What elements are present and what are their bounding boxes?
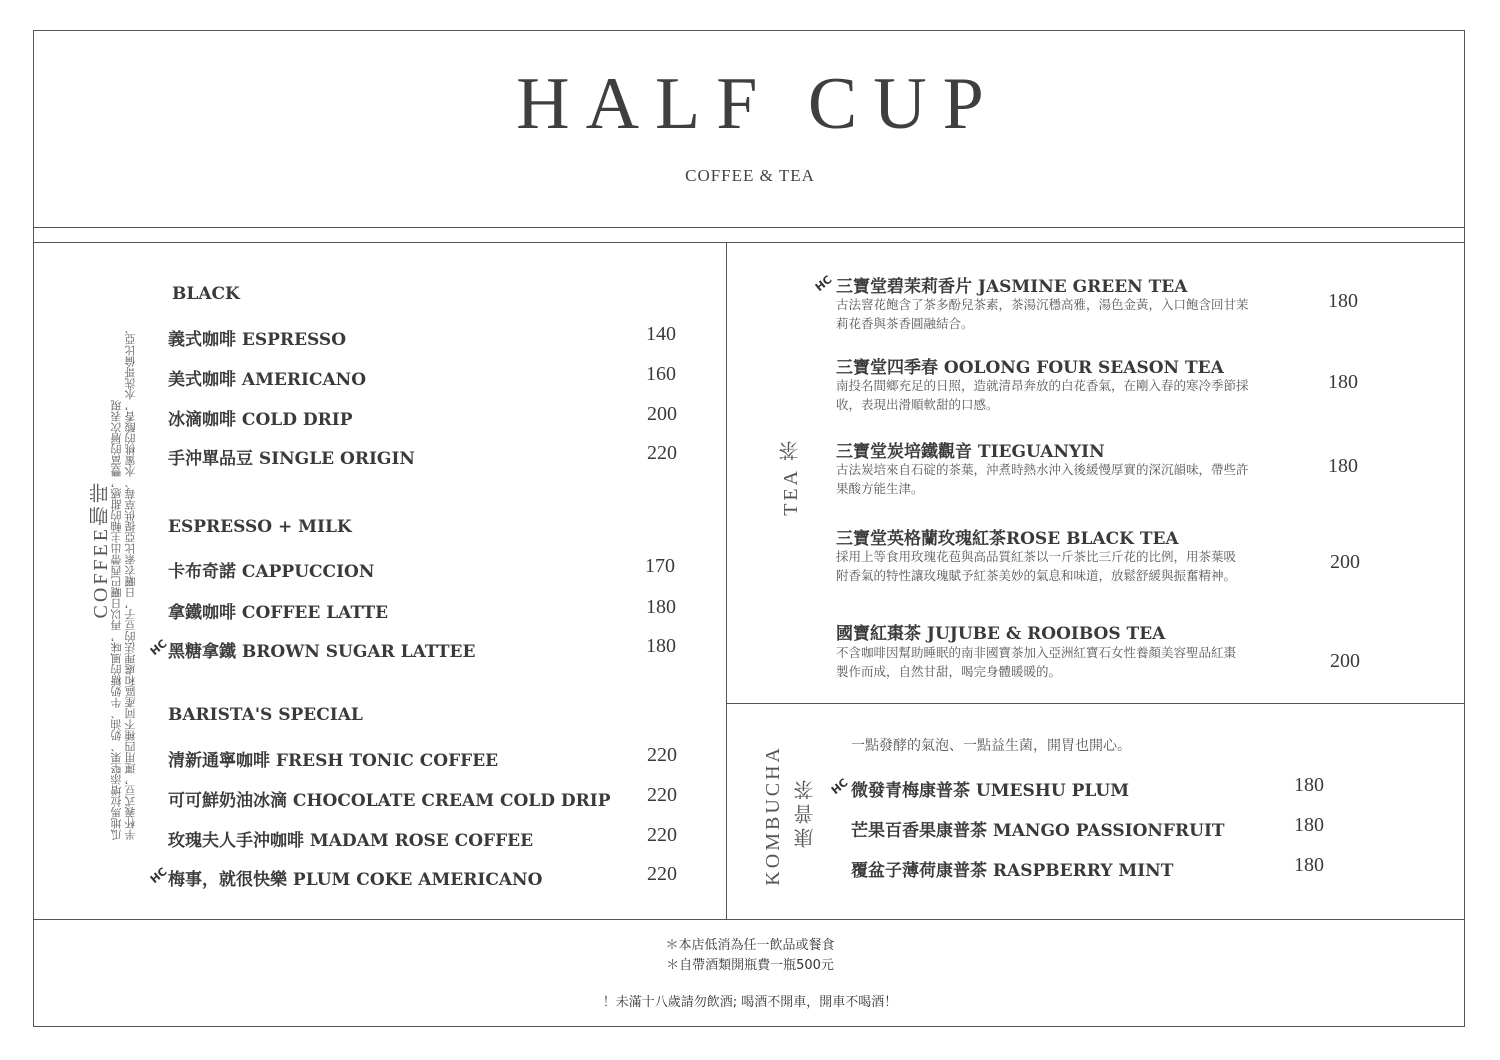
tea-item-name: 三寶堂四季春 OOLONG FOUR SEASON TEA <box>836 358 1224 378</box>
tea-item-desc <box>836 295 1306 333</box>
hc-badge-icon: HC <box>147 864 170 887</box>
menu-price: 220 <box>647 863 677 885</box>
menu-price: 180 <box>1294 814 1324 836</box>
menu-item: 冰滴咖啡 COLD DRIP <box>168 410 353 430</box>
menu-price: 180 <box>1294 774 1324 796</box>
footer-note-corkage: ＊自帶酒類開瓶費一瓶500元 <box>666 958 834 973</box>
tea-desc-line: 製作而成，自然甘甜，喝完身體暖暖的。 <box>836 664 1062 679</box>
tea-desc-line: 不含咖啡因幫助睡眠的南非國寶茶加入亞洲紅寶石女性養顏美容聖品紅棗 <box>836 645 1237 660</box>
menu-item: 手沖單品豆 SINGLE ORIGIN <box>168 449 415 469</box>
tea-item-name: 國寶紅棗茶 JUJUBE & ROOIBOS TEA <box>836 624 1166 644</box>
footer-note-minimum: ＊本店低消為任一飲品或餐食 <box>665 938 835 953</box>
menu-price: 220 <box>647 744 677 766</box>
hc-badge-icon: HC <box>812 272 835 295</box>
menu-item: 梅事，就很快樂 PLUM COKE AMERICANO <box>168 870 543 890</box>
tea-desc-line: 附香氣的特性讓玫瑰賦予紅茶美妙的氣息和味道，放鬆舒緩與振奮精神。 <box>836 568 1237 583</box>
menu-price: 180 <box>1328 371 1358 393</box>
coffee-description-line2: 瓜地馬拉增添堅果、奶油、牛奶糖的風味，再以日曬巴西帶出主軸的甜感，豐富的層次表現 <box>110 400 123 840</box>
menu-price: 220 <box>647 442 677 464</box>
category-black: BLACK <box>172 284 240 304</box>
column-divider <box>726 242 727 919</box>
header-divider-bottom <box>33 242 1465 243</box>
tea-desc-line: 古法炭培來自石碇的茶葉，沖煮時熱水沖入後緩慢厚實的深沉韻味，帶些許 <box>836 462 1249 477</box>
menu-item: 芒果百香果康普茶 MANGO PASSIONFRUIT <box>851 821 1225 841</box>
tea-section-label: TEA 茶 <box>780 438 802 516</box>
menu-item: 覆盆子薄荷康普茶 RASPBERRY MINT <box>851 861 1174 881</box>
footer-divider <box>33 919 1465 920</box>
menu-price: 200 <box>1330 650 1360 672</box>
category-barista-special: BARISTA'S SPECIAL <box>168 705 363 725</box>
tea-item-name: 三寶堂英格蘭玫瑰紅茶ROSE BLACK TEA <box>836 529 1179 549</box>
kombucha-intro: 一點發酵的氣泡、一點益生菌，開胃也開心。 <box>851 738 1131 754</box>
menu-item: 黑糖拿鐵 BROWN SUGAR LATTEE <box>168 642 476 662</box>
category-espresso-milk: ESPRESSO + MILK <box>168 517 352 537</box>
tea-desc-line: 莉花香與茶香圓融結合。 <box>836 316 974 331</box>
tea-desc-line: 古法窨花飽含了茶多酚兒茶素，茶湯沉穩高雅，湯色金黃，入口飽含回甘茉 <box>836 297 1249 312</box>
menu-item: 玫瑰夫人手沖咖啡 MADAM ROSE COFFEE <box>168 831 534 851</box>
tea-item-name: 三寶堂炭培鐵觀音 TIEGUANYIN <box>836 442 1105 462</box>
menu-price: 200 <box>1330 551 1360 573</box>
menu-item: 義式咖啡 ESPRESSO <box>168 330 347 350</box>
menu-price: 180 <box>646 635 676 657</box>
menu-item: 拿鐵咖啡 COFFEE LATTE <box>168 603 389 623</box>
coffee-section-label: COFFEE咖啡 <box>90 480 112 619</box>
menu-price: 180 <box>646 596 676 618</box>
tea-item-desc <box>836 376 1306 414</box>
tea-item-desc <box>836 643 1306 681</box>
brand-subtitle: COFFEE & TEA <box>685 166 815 185</box>
tea-desc-line: 採用上等食用玫瑰花苞與高品質紅茶以一斤茶比三斤花的比例，用茶葉吸 <box>836 549 1237 564</box>
header-divider-top <box>33 227 1465 228</box>
menu-price: 170 <box>645 555 675 577</box>
hc-badge-icon: HC <box>147 636 170 659</box>
menu-price: 160 <box>646 363 676 385</box>
tea-kombucha-divider <box>726 703 1465 704</box>
menu-item: 清新通寧咖啡 FRESH TONIC COFFEE <box>168 751 499 771</box>
tea-item-name: 三寶堂碧茉莉香片 JASMINE GREEN TEA <box>836 277 1188 297</box>
brand-title: HALF CUP <box>516 63 1000 145</box>
tea-item-desc <box>836 547 1306 585</box>
tea-desc-line: 南投名間鄉充足的日照，造就清昂奔放的白花香氣，在剛入春的寒冷季節採 <box>836 378 1249 393</box>
menu-item: 微發青梅康普茶 UMESHU PLUM <box>851 781 1130 801</box>
hc-badge-icon: HC <box>828 775 851 798</box>
menu-item: 美式咖啡 AMERICANO <box>168 370 367 390</box>
menu-price: 140 <box>646 323 676 345</box>
tea-item-desc <box>836 460 1306 498</box>
footer-note-drinking: ！未滿十八歲請勿飲酒; 喝酒不開車，開車不喝酒！ <box>602 995 898 1010</box>
menu-price: 220 <box>647 784 677 806</box>
coffee-description-line1: 半杯義式豆，運用四種不同產區和處理法的豆子，日曬衣索比亞提供草莓、水蜜桃的酸香，水洗哥倫比亞、 <box>124 323 137 840</box>
menu-item: 可可鮮奶油冰滴 CHOCOLATE CREAM COLD DRIP <box>168 791 611 811</box>
menu-item: 卡布奇諾 CAPPUCCION <box>168 562 375 582</box>
tea-desc-line: 收，表現出滑順軟甜的口感。 <box>836 397 999 412</box>
menu-price: 180 <box>1328 290 1358 312</box>
kombucha-section-label-en: KOMBUCHA <box>762 745 784 886</box>
menu-price: 200 <box>647 403 677 425</box>
menu-price: 180 <box>1294 854 1324 876</box>
kombucha-section-label-zh: 康普茶 <box>793 776 817 848</box>
menu-price: 220 <box>647 824 677 846</box>
tea-desc-line: 果酸方能生津。 <box>836 481 924 496</box>
menu-price: 180 <box>1328 455 1358 477</box>
